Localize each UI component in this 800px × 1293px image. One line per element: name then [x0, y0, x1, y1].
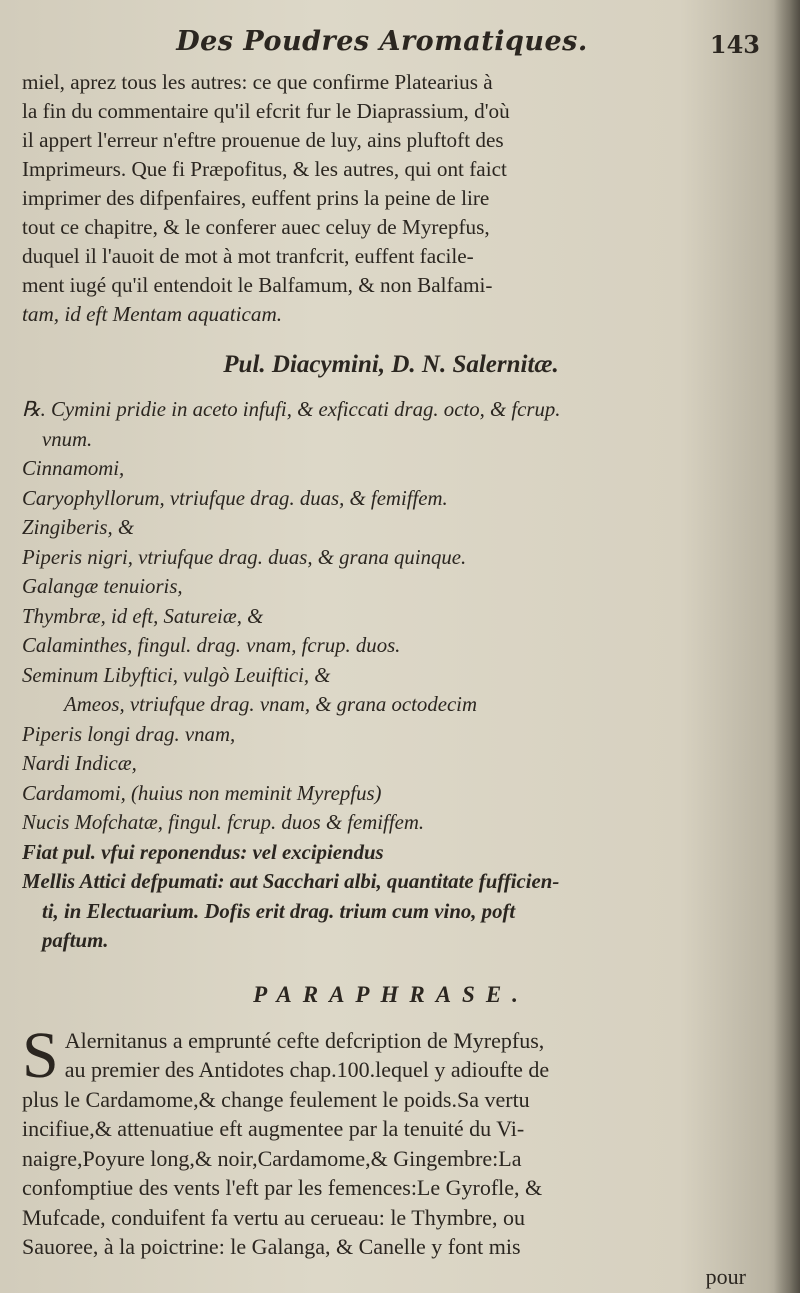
- recipe-line: Nardi Indicæ,: [22, 752, 137, 775]
- recipe-heading: Pul. Diacymini, D. N. Salernitæ.: [223, 351, 559, 378]
- recipe-list: [22, 395, 760, 956]
- paraphrase-line: naigre,Poyure long,& noir,Cardamome,& Gingembre:La: [22, 1145, 522, 1171]
- paraphrase-title: PARAPHRASE.: [253, 981, 529, 1007]
- intro-paragraph: [22, 68, 760, 329]
- recipe-line: Nucis Mofchatæ, fingul. fcrup. duos & femiffem.: [22, 811, 425, 834]
- recipe-line: Calaminthes, fingul. drag. vnam, fcrup. duos.: [22, 634, 401, 657]
- recipe-line: ti, in Electuarium. Dofis erit drag. trium cum vino, poft: [42, 899, 516, 923]
- recipe-line: Seminum Libyftici, vulgò Leuiftici, &: [22, 663, 331, 687]
- intro-line: miel, aprez tous les autres: ce que confirme Platearius à: [22, 70, 493, 94]
- recipe-line: Piperis longi drag. vnam,: [22, 722, 236, 746]
- intro-line: ment iugé qu'il entendoit le Balfamum, & non Balfami-: [22, 273, 493, 297]
- recipe-line: Mellis Attici defpumati: aut Sacchari albi, quantitate fufficien-: [22, 870, 560, 893]
- recipe-line: Piperis nigri, vtriufque drag. duas, & grana quinque.: [22, 545, 467, 569]
- drop-cap: S: [22, 1018, 59, 1092]
- recipe-line: Zingiberis, &: [22, 516, 135, 539]
- page-number: 143: [709, 30, 760, 59]
- paraphrase-line: Sauoree, à la poictrine: le Galanga, & Canelle y font mis: [22, 1234, 521, 1259]
- recipe-line: vnum.: [42, 427, 93, 451]
- recipe-line: paftum.: [42, 929, 109, 952]
- recipe-line: Cardamomi, (huius non meminit Myrepfus): [22, 781, 382, 805]
- intro-line: duquel il l'auoit de mot à mot tranfcrit, euffent facile-: [22, 244, 474, 268]
- intro-line: tout ce chapitre, & le conferer auec celuy de Myrepfus,: [22, 215, 490, 239]
- page-edge-shadow: [774, 0, 800, 1293]
- paraphrase-line: Alernitanus a emprunté cefte defcription de Myrepfus,: [64, 1027, 545, 1053]
- intro-line: imprimer des difpenfaires, euffent prins la peine de lire: [22, 186, 490, 210]
- paraphrase-line: confomptiue des vents l'eft par les femences:Le Gyrofle, &: [22, 1175, 543, 1200]
- intro-line: tam, id eft Mentam aquaticam.: [22, 302, 283, 326]
- paraphrase-line: au premier des Antidotes chap.100.lequel y adioufte de: [64, 1057, 550, 1082]
- recipe-line: Ameos, vtriufque drag. vnam, & grana octodecim: [64, 693, 477, 716]
- recipe-line: Cinnamomi,: [22, 457, 125, 480]
- recipe-line: Fiat pul. vfui reponendus: vel excipiendus: [22, 840, 384, 864]
- recipe-line: ℞. Cymini pridie in aceto infufi, & exficcati drag. octo, & fcrup.: [22, 398, 561, 421]
- paraphrase-line: plus le Cardamome,& change feulement le poids.Sa vertu: [22, 1086, 530, 1112]
- paraphrase-line: Mufcade, conduifent fa vertu au cerueau: le Thymbre, ou: [22, 1204, 525, 1230]
- paraphrase-line: incifiue,& attenuatiue eft augmentee par la tenuité du Vi-: [22, 1116, 525, 1141]
- intro-line: la fin du commentaire qu'il efcrit fur le Diaprassium, d'où: [22, 99, 510, 123]
- recipe-line: Caryophyllorum, vtriufque drag. duas, & femiffem.: [22, 486, 448, 510]
- catchword: pour: [705, 1263, 746, 1289]
- page-header: [22, 20, 760, 68]
- intro-line: Imprimeurs. Que fi Præpofitus, & les autres, qui ont faict: [22, 157, 507, 181]
- running-title: Des Poudres Aromatiques.: [176, 26, 588, 57]
- intro-line: il appert l'erreur n'eftre prouenue de luy, ains pluftoft des: [22, 128, 504, 152]
- recipe-line: Thymbræ, id eft, Satureiæ, &: [22, 604, 264, 628]
- recipe-line: Galangæ tenuioris,: [22, 575, 183, 598]
- paraphrase-paragraph: [22, 1018, 760, 1292]
